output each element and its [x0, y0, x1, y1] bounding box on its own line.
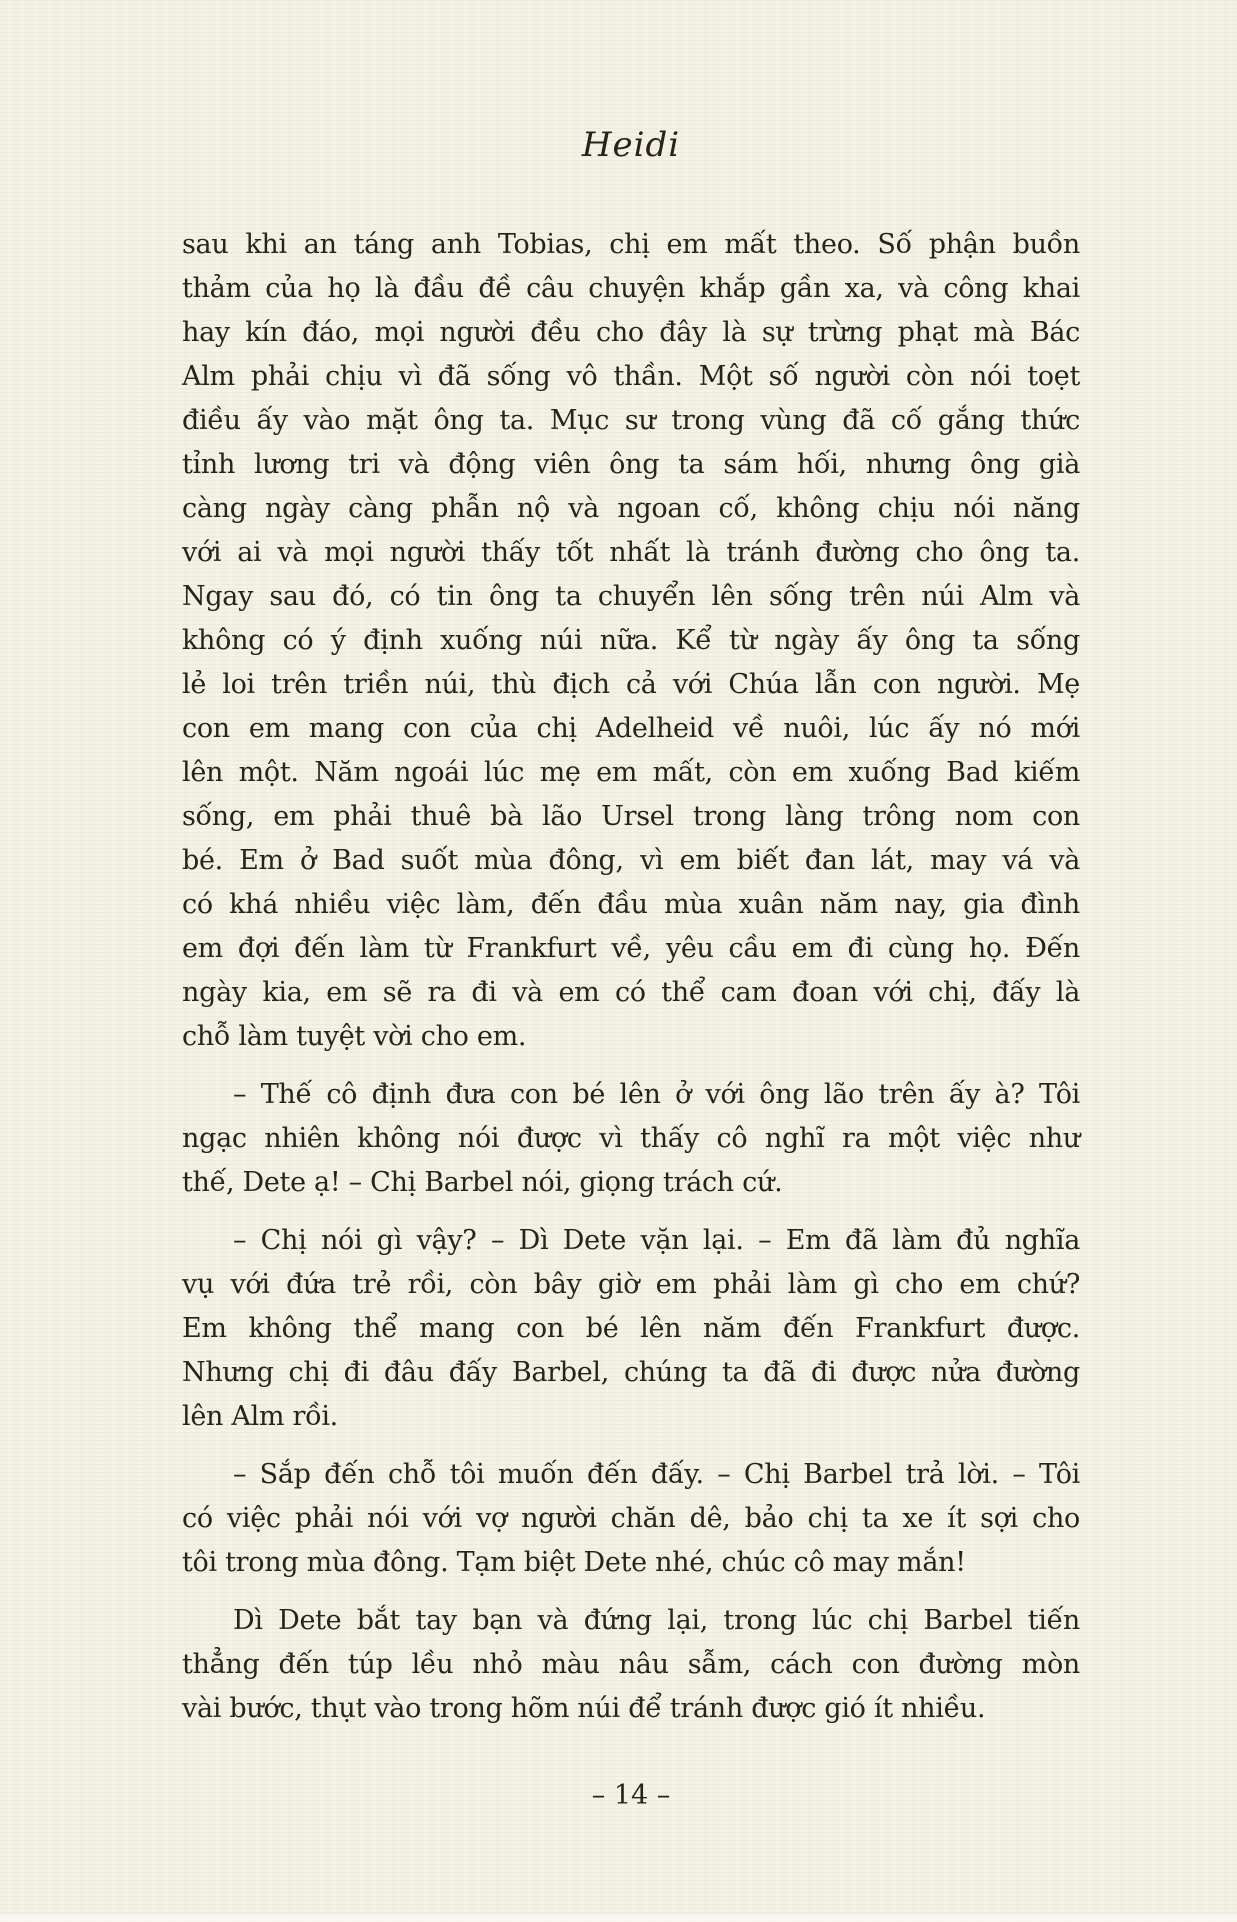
text-line: lên một. Năm ngoái lúc mẹ em mất, còn em xuống Bad kiếm — [182, 757, 1080, 788]
text-line: thế, Dete ạ! – Chị Barbel nói, giọng trách cứ. — [182, 1167, 783, 1198]
text-line: vài bước, thụt vào trong hõm núi để tránh được gió ít nhiều. — [182, 1693, 986, 1724]
text-paragraph — [182, 1453, 1080, 1585]
text-line: bé. Em ở Bad suốt mùa đông, vì em biết đan lát, may vá và — [182, 845, 1080, 876]
text-line: Alm phải chịu vì đã sống vô thần. Một số người còn nói toẹt — [182, 361, 1080, 392]
text-line: Nhưng chị đi đâu đấy Barbel, chúng ta đã đi được nửa đường — [182, 1357, 1080, 1388]
text-line: chỗ làm tuyệt vời cho em. — [182, 1021, 527, 1052]
text-line: tôi trong mùa đông. Tạm biệt Dete nhé, chúc cô may mắn! — [182, 1547, 966, 1578]
text-line: Em không thể mang con bé lên năm đến Frankfurt được. — [182, 1313, 1080, 1344]
page-number: – 14 – — [591, 1780, 671, 1811]
text-line: – Thế cô định đưa con bé lên ở với ông lão trên ấy à? Tôi — [233, 1079, 1080, 1110]
text-line: – Sắp đến chỗ tôi muốn đến đấy. – Chị Barbel trả lời. – Tôi — [233, 1459, 1080, 1490]
text-line: vụ với đứa trẻ rồi, còn bây giờ em phải làm gì cho em chứ? — [182, 1269, 1080, 1300]
text-line: thẳng đến túp lều nhỏ màu nâu sẫm, cách con đường mòn — [182, 1649, 1080, 1680]
text-line: con em mang con của chị Adelheid về nuôi, lúc ấy nó mới — [182, 713, 1080, 744]
text-line: Ngay sau đó, có tin ông ta chuyển lên sống trên núi Alm và — [182, 581, 1080, 612]
text-line: lẻ loi trên triền núi, thù địch cả với Chúa lẫn con người. Mẹ — [182, 669, 1080, 700]
text-line: thảm của họ là đầu đề câu chuyện khắp gần xa, và công khai — [182, 273, 1080, 304]
text-block — [182, 223, 1080, 1731]
text-line: càng ngày càng phẫn nộ và ngoan cố, không chịu nói năng — [182, 493, 1080, 524]
text-line: – Chị nói gì vậy? – Dì Dete vặn lại. – Em đã làm đủ nghĩa — [233, 1225, 1080, 1256]
text-line: sống, em phải thuê bà lão Ursel trong làng trông nom con — [182, 801, 1080, 832]
text-line: có khá nhiều việc làm, đến đầu mùa xuân năm nay, gia đình — [182, 889, 1080, 920]
text-line: không có ý định xuống núi nữa. Kể từ ngày ấy ông ta sống — [182, 625, 1080, 656]
text-line: ngày kia, em sẽ ra đi và em có thể cam đoan với chị, đấy là — [182, 977, 1080, 1008]
text-line: có việc phải nói với vợ người chăn dê, bảo chị ta xe ít sợi cho — [182, 1503, 1080, 1534]
text-line: lên Alm rồi. — [182, 1401, 338, 1432]
text-line: sau khi an táng anh Tobias, chị em mất theo. Số phận buồn — [182, 229, 1080, 260]
text-paragraph — [182, 1073, 1080, 1205]
text-line: điều ấy vào mặt ông ta. Mục sư trong vùng đã cố gắng thức — [182, 405, 1080, 436]
text-line: Dì Dete bắt tay bạn và đứng lại, trong lúc chị Barbel tiến — [233, 1605, 1080, 1636]
text-line: với ai và mọi người thấy tốt nhất là tránh đường cho ông ta. — [182, 537, 1080, 568]
page-header-title: Heidi — [581, 125, 681, 165]
text-line: em đợi đến làm từ Frankfurt về, yêu cầu em đi cùng họ. Đến — [182, 933, 1080, 964]
text-paragraph — [182, 223, 1080, 1059]
text-paragraph — [182, 1219, 1080, 1439]
text-line: tỉnh lương tri và động viên ông ta sám hối, nhưng ông già — [182, 449, 1080, 480]
text-line: ngạc nhiên không nói được vì thấy cô nghĩ ra một việc như — [182, 1123, 1080, 1154]
text-line: hay kín đáo, mọi người đều cho đây là sự trừng phạt mà Bác — [182, 317, 1080, 348]
text-paragraph — [182, 1599, 1080, 1731]
